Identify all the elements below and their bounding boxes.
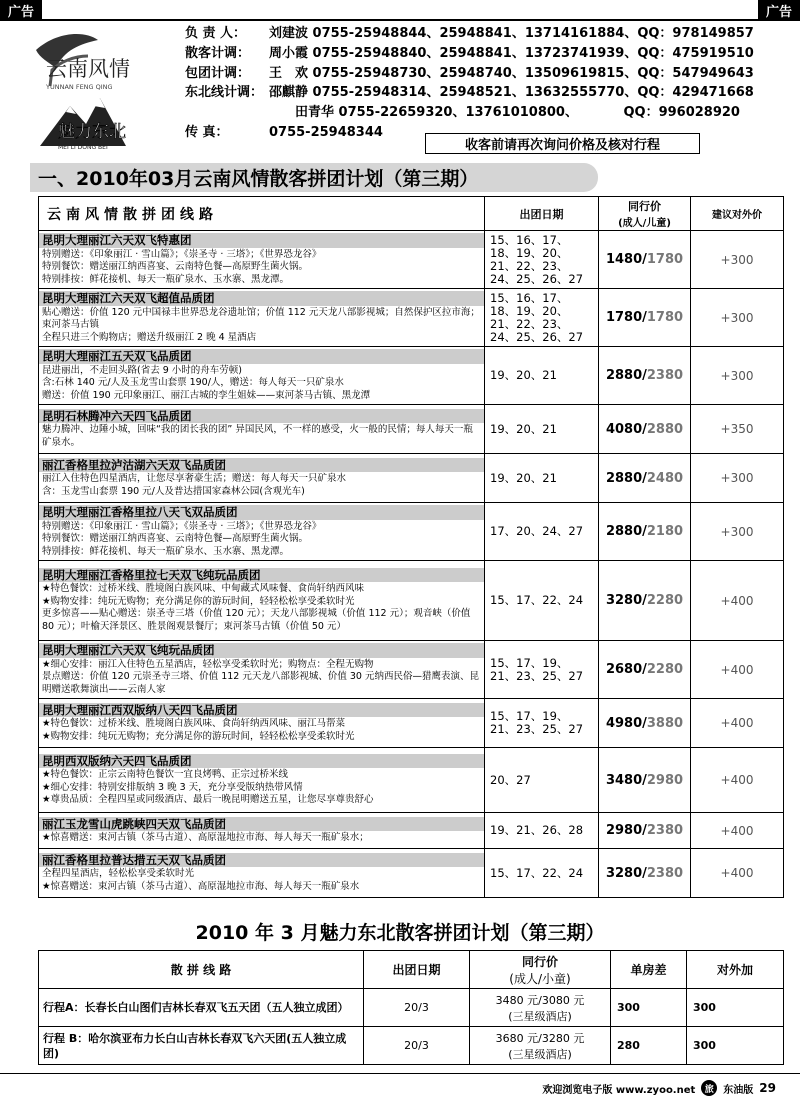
page-footer	[542, 1080, 776, 1096]
child-price: 2280	[646, 593, 684, 608]
contact-label: 散客计调：	[185, 45, 251, 61]
adult-price: 2680	[605, 662, 643, 677]
child-price: 2480	[646, 470, 684, 486]
contact-row	[185, 44, 785, 64]
route-detail: ★尊贵品质：全程四星或同级酒店、最后一晚昆明赠送五星，让您尽享尊贵舒心	[42, 794, 374, 805]
single-cell: 280	[611, 1027, 687, 1065]
header-date: 出团日期	[485, 197, 599, 231]
adult-price: 4080	[605, 421, 643, 437]
price-value: 3480 元/3080 元	[495, 993, 585, 1007]
price-cell: 3280/2380	[599, 849, 691, 898]
ad-label-right: 广告	[758, 0, 800, 20]
route-detail: ★惊喜赠送：束河古镇（茶马古道）、高原湿地拉市海、每人每天一瓶矿泉水	[42, 880, 360, 892]
contact-text: 刘建波 0755-25948844、25948841、13714161884、QQ：978149857	[269, 26, 754, 41]
footer-text: 欢迎浏览电子版 www.zyoo.net	[542, 1084, 696, 1096]
tour-row	[39, 989, 784, 1027]
section-title-dongbei: 2010 年 3 月魅力东北散客拼团计划（第三期）	[195, 922, 605, 944]
price-cell: 2980/2380	[599, 813, 691, 849]
header-price-label: 同行价	[628, 200, 661, 213]
price-value: 3680 元/3280 元	[495, 1031, 585, 1045]
tour-row	[39, 503, 784, 561]
route-title: 昆明大理丽江香格里拉七天双飞纯玩品质团	[39, 568, 484, 583]
date-cell: 19、20、21	[485, 347, 599, 405]
logo-brand2: 魅力东北	[58, 122, 126, 142]
route-title: 昆明大理丽江六天双飞纯玩品质团	[39, 643, 484, 658]
price-cell: 1780/1780	[599, 289, 691, 347]
route-title: 丽江香格里拉泸沽湖六天双飞品质团	[39, 458, 484, 473]
header-suggest: 建议对外价	[691, 197, 784, 231]
footer-badge: 旅	[701, 1080, 717, 1096]
header-date: 出团日期	[364, 951, 470, 989]
suggest-cell: +300	[691, 454, 784, 503]
route-cell	[39, 849, 485, 898]
header-price	[599, 197, 691, 231]
suggest-cell: +400	[691, 748, 784, 813]
date-cell: 17、20、24、27	[485, 503, 599, 561]
date-cell: 20、27	[485, 748, 599, 813]
route-title: 丽江玉龙雪山虎跳峡四天双飞品质团	[39, 817, 484, 832]
route-detail: 含：玉龙雪山套票 190 元/人及普达措国家森林公园(含观光车)	[42, 485, 305, 497]
suggest-cell: +400	[691, 699, 784, 748]
route-detail: 赠送：价值 190 元印象丽江、丽江古城的孪生姐妹——束河茶马古镇、黑龙潭	[42, 389, 371, 401]
tour-row	[39, 699, 784, 748]
route-detail: 昆进丽出，不走回头路(省去 9 小时的舟车劳顿)	[42, 364, 242, 376]
route-detail: 特别排按：鲜花接机、每天一瓶矿泉水、玉水寨、黑龙潭。	[42, 545, 290, 557]
contact-row	[185, 64, 785, 84]
route-detail: 景点赠送：价值 120 元崇圣寺三塔、价值 112 元天龙八部影视城、价值 30 元纳西民俗—猎鹰表演、昆明赠送歌舞演出——云南人家	[42, 671, 479, 695]
adult-price: 3480	[605, 772, 643, 788]
route-detail: ★惊喜赠送：束河古镇（茶马古道）、高原湿地拉市海、每人每天一瓶矿泉水；	[42, 832, 369, 843]
single-cell: 300	[611, 989, 687, 1027]
suggest-cell: +400	[691, 561, 784, 641]
route-title: 丽江香格里拉普达措五天双飞品质团	[39, 853, 484, 868]
suggest-cell: 300	[687, 1027, 784, 1065]
route-detail: ★特色餐饮：过桥米线、胜境阁白族风味、中甸藏式风味餐、食尚轩纳西风味	[42, 583, 365, 595]
suggest-cell: +300	[691, 231, 784, 289]
suggest-cell: 300	[687, 989, 784, 1027]
contact-label: 东北线计调：	[185, 85, 264, 101]
header-price	[470, 951, 611, 989]
route-cell	[39, 641, 485, 699]
footer-edition: 东油版	[723, 1084, 754, 1096]
page-number: 29	[759, 1081, 776, 1095]
price-cell: 2880/2380	[599, 347, 691, 405]
route-cell	[39, 347, 485, 405]
logo-brand2-sub: MEI LI DONG BEI	[58, 144, 108, 151]
route-detail: 全程只进三个购物店；赠送升级丽江 2 晚 4 星酒店	[42, 331, 257, 343]
tour-row	[39, 849, 784, 898]
tour-row	[39, 289, 784, 347]
price-sub: (三星级酒店)	[508, 1047, 572, 1061]
company-logo	[30, 28, 170, 153]
date-cell: 15、17、22、24	[485, 849, 599, 898]
route-title: 昆明西双版纳六天四飞品质团	[39, 754, 484, 769]
suggest-cell: +400	[691, 813, 784, 849]
route-detail: ★特色餐饮：过桥米线、胜境阁白族风味、食尚轩纳西风味、丽江马帮菜	[42, 718, 346, 730]
logo-brand1: 云南风情	[46, 57, 130, 81]
adult-price: 2880	[605, 368, 643, 383]
contact-label	[185, 103, 269, 123]
route-detail: ★购物安排：纯玩无购物；充分满足你的游玩时间，轻轻松松享受柔软时光	[42, 595, 355, 607]
route-detail: 全程四星酒店，轻松松享受柔软时光	[42, 868, 195, 880]
date-cell: 15、16、17、18、19、20、21、22、23、24、25、26、27	[485, 289, 599, 347]
bottom-rule	[0, 1073, 800, 1074]
contact-label: 传 真：	[185, 124, 229, 140]
adult-price: 2880	[605, 524, 643, 539]
tour-row	[39, 1027, 784, 1065]
route-detail: 特别赠送：《印象丽江 · 雪山篇》；《崇圣寺 · 三塔》；《世界恐龙谷》	[42, 520, 322, 532]
contact-text: 邵麒静 0755-25948314、25948521、13632555770、QQ：429471668	[269, 85, 754, 101]
logo-brand1-sub: YUNNAN FENG QING	[46, 83, 113, 91]
suggest-cell: +300	[691, 289, 784, 347]
route-cell: 行程 B：哈尔滨亚布力长白山吉林长春双飞六天团(五人独立成团)	[39, 1027, 364, 1065]
route-detail: 贴心赠送：价值 120 元中国禄丰世界恐龙谷遗址馆；价值 112 元天龙八部影视城；自然保护区拉市海；束河茶马古镇	[42, 306, 480, 330]
adult-price: 2980	[605, 823, 643, 838]
child-price: 2380	[646, 368, 684, 383]
price-cell: 1480/1780	[599, 231, 691, 289]
table-header-row	[39, 951, 784, 989]
contact-text: 周小霞 0755-25948840、25948841、13723741939、QQ：475919510	[269, 45, 754, 61]
suggest-cell: +300	[691, 347, 784, 405]
route-detail: ★细心安排：丽江入住特色五星酒店，轻松享受柔软时光；购物点：全程无购物	[42, 658, 374, 670]
route-detail: 特别赠送：《印象丽江 · 雪山篇》；《崇圣寺 · 三塔》；《世界恐龙谷》	[42, 248, 322, 260]
suggest-cell: +350	[691, 405, 784, 454]
section-title-yunnan: 一、2010年03月云南风情散客拼团计划（第三期）	[30, 163, 598, 192]
contact-text: 田青华 0755-22659320、13761010800、 QQ：996028920	[269, 105, 740, 121]
route-detail: 特别排按：鲜花接机、每天一瓶矿泉水、玉水寨、黑龙潭。	[42, 273, 290, 285]
adult-price: 3280	[605, 865, 643, 881]
child-price: 1780	[646, 252, 684, 267]
contact-row	[185, 83, 785, 103]
dongbei-tour-table	[38, 950, 784, 1065]
date-cell: 19、20、21	[485, 454, 599, 503]
route-cell	[39, 561, 485, 641]
contact-label: 负 责 人：	[185, 26, 247, 41]
price-cell	[470, 989, 611, 1027]
route-detail: ★购物安排：纯玩无购物；充分满足你的游玩时间，轻轻松松享受柔软时光	[42, 730, 355, 742]
price-cell	[470, 1027, 611, 1065]
route-cell	[39, 454, 485, 503]
contact-list	[185, 24, 785, 143]
price-cell: 3280/2280	[599, 561, 691, 641]
route-detail: 特别餐饮：赠送丽江纳西喜宴、云南特色餐—高原野生菌火锅。	[42, 533, 309, 544]
date-cell: 15、17、19、21、23、25、27	[485, 699, 599, 748]
child-price: 2280	[646, 662, 684, 677]
contact-row	[185, 103, 785, 123]
route-title: 昆明大理丽江五天双飞品质团	[39, 349, 484, 364]
header-suggest: 对外加	[687, 951, 784, 989]
tour-row	[39, 561, 784, 641]
tour-row	[39, 813, 784, 849]
contact-text: 王 欢 0755-25948730、25948740、13509619815、QQ：547949643	[269, 65, 754, 81]
price-cell: 4980/3880	[599, 699, 691, 748]
tour-row	[39, 231, 784, 289]
price-cell: 2680/2280	[599, 641, 691, 699]
header-route: 散 拼 线 路	[39, 951, 364, 989]
header-price-label: 同行价	[521, 954, 558, 969]
route-cell	[39, 231, 485, 289]
yunnan-tour-table	[38, 196, 784, 898]
route-detail: 更多惊喜——贴心赠送：崇圣寺三塔（价值 120 元）；天龙八部影视城（价值 112 元）；观音峡（价值 80 元）；叶榆天泽景区、胜景阁观景餐厅；束河茶马古镇（价值 50 元）	[42, 608, 471, 632]
date-cell: 19、20、21	[485, 405, 599, 454]
child-price: 2380	[646, 823, 684, 838]
route-cell	[39, 405, 485, 454]
price-cell: 3480/2980	[599, 748, 691, 813]
adult-price: 3280	[605, 593, 643, 608]
route-title: 昆明大理丽江六天双飞超值品质团	[39, 291, 484, 306]
top-rule	[0, 19, 800, 21]
route-title: 昆明大理丽江六天双飞特惠团	[39, 233, 484, 248]
route-detail: 含:石林 140 元/人及玉龙雪山套票 190/人，赠送：每人每天一只矿泉水	[42, 377, 344, 388]
suggest-cell: +400	[691, 849, 784, 898]
date-cell: 15、17、19、21、23、25、27	[485, 641, 599, 699]
child-price: 2180	[646, 524, 684, 539]
route-detail: 魅力腾冲、边陲小城，回味“我的团长我的团” 异国民风，不一样的感受，火一般的民情；每人每天一瓶矿泉水。	[42, 424, 473, 448]
tour-row	[39, 405, 784, 454]
suggest-cell: +400	[691, 641, 784, 699]
tour-row	[39, 748, 784, 813]
date-cell: 15、17、22、24	[485, 561, 599, 641]
contact-label: 包团计调：	[185, 65, 251, 81]
child-price: 1780	[646, 310, 684, 325]
route-cell	[39, 503, 485, 561]
contact-row	[185, 24, 785, 44]
contact-text: 0755-25948344	[269, 124, 383, 140]
price-cell: 4080/2880	[599, 405, 691, 454]
adult-price: 1480	[605, 252, 643, 267]
header-route: 云南风情散拼团线路	[39, 197, 485, 231]
route-title: 昆明大理丽江香格里拉八天飞双品质团	[39, 505, 484, 520]
price-sub: (三星级酒店)	[508, 1009, 572, 1023]
adult-price: 1780	[605, 310, 643, 325]
route-cell	[39, 813, 485, 849]
route-cell: 行程A：长春长白山图们吉林长春双飞五天团（五人独立成团）	[39, 989, 364, 1027]
route-detail: ★特色餐饮：正宗云南特色餐饮一宜良烤鸭、正宗过桥米线	[42, 769, 289, 780]
route-title: 昆明石林腾冲六天四飞品质团	[39, 409, 484, 424]
route-cell	[39, 699, 485, 748]
tour-row	[39, 641, 784, 699]
child-price: 2980	[646, 772, 684, 788]
adult-price: 2880	[605, 470, 643, 486]
date-cell: 20/3	[364, 989, 470, 1027]
route-detail: ★细心安排：特别安排版纳 3 晚 3 天，充分享受版纳热带风情	[42, 781, 303, 793]
child-price: 3880	[646, 715, 684, 731]
date-cell: 19、21、26、28	[485, 813, 599, 849]
table-header-row	[39, 197, 784, 231]
date-cell: 20/3	[364, 1027, 470, 1065]
child-price: 2880	[646, 421, 684, 437]
route-detail: 丽江入住特色四星酒店，让您尽享奢豪生活；赠送：每人每天一只矿泉水	[42, 473, 347, 485]
price-cell: 2880/2480	[599, 454, 691, 503]
route-detail: 特别餐饮：赠送丽江纳西喜宴、云南特色餐—高原野生菌火锅。	[42, 261, 309, 272]
route-title: 昆明大理丽江西双版纳八天四飞品质团	[39, 703, 484, 718]
route-cell	[39, 748, 485, 813]
adult-price: 4980	[605, 715, 643, 731]
price-cell: 2880/2180	[599, 503, 691, 561]
route-cell	[39, 289, 485, 347]
ad-label-left: 广告	[0, 0, 42, 20]
header-price-sub: (成人/儿童)	[618, 218, 671, 229]
date-cell: 15、16、17、18、19、20、21、22、23、24、25、26、27	[485, 231, 599, 289]
child-price: 2380	[646, 865, 684, 881]
tour-row	[39, 347, 784, 405]
header-single: 单房差	[611, 951, 687, 989]
notice-box: 收客前请再次询问价格及核对行程	[425, 133, 700, 154]
header-price-sub: (成人/小童)	[509, 971, 571, 986]
tour-row	[39, 454, 784, 503]
suggest-cell: +300	[691, 503, 784, 561]
